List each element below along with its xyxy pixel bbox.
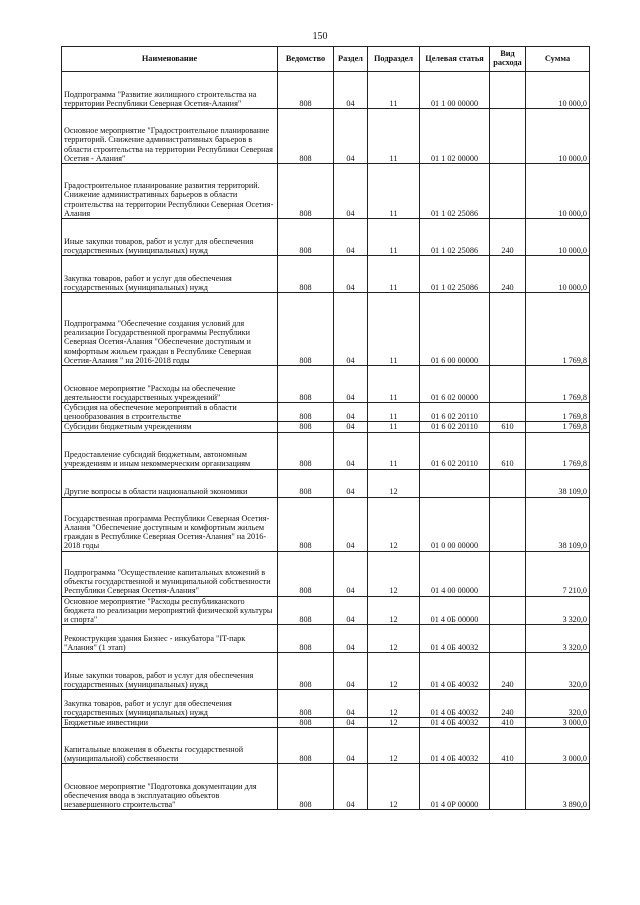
row-subsection: 11 [368, 366, 420, 403]
row-section: 04 [334, 551, 368, 596]
row-section: 04 [334, 469, 368, 497]
row-subsection: 12 [368, 728, 420, 764]
table-row [62, 596, 590, 625]
row-subsection: 12 [368, 764, 420, 810]
row-name: Иные закупки товаров, работ и услуг для обеспечения государственных (муниципальных) нужд [62, 219, 278, 256]
row-target-article: 01 1 00 00000 [420, 72, 490, 109]
row-section: 04 [334, 432, 368, 469]
row-subsection: 11 [368, 219, 420, 256]
row-name: Основное мероприятие "Подготовка документации для обеспечения ввода в эксплуатацию объектов незавершенного строительства" [62, 764, 278, 810]
row-target-article: 01 6 02 20110 [420, 432, 490, 469]
header-section: Раздел [334, 47, 368, 72]
table-row [62, 551, 590, 596]
row-section: 04 [334, 764, 368, 810]
row-name: Основное мероприятие "Градостроительное планирование территорий. Снижение административных барьеров в области строительства на территории Республики Северная Осетия - Алания" [62, 109, 278, 164]
row-ministry: 808 [278, 422, 334, 432]
row-expense-type: 240 [490, 219, 526, 256]
row-ministry: 808 [278, 497, 334, 551]
row-sum: 320,0 [526, 653, 590, 690]
row-name: Капитальные вложения в объекты государственной (муниципальной) собственности [62, 728, 278, 764]
row-name: Государственная программа Республики Северная Осетия-Алания "Обеспечение доступным и комфортным жильем граждан в Республике Северная Осетия-Алания" на 2016-2018 годы [62, 497, 278, 551]
row-name: Закупка товаров, работ и услуг для обеспечения государственных (муниципальных) нужд [62, 256, 278, 293]
row-section: 04 [334, 596, 368, 625]
page-number: 150 [312, 31, 328, 42]
row-subsection: 11 [368, 256, 420, 293]
row-sum: 38 109,0 [526, 497, 590, 551]
row-sum: 7 210,0 [526, 551, 590, 596]
header-ministry: Ведомство [278, 47, 334, 72]
row-expense-type [490, 366, 526, 403]
row-ministry: 808 [278, 366, 334, 403]
row-sum: 10 000,0 [526, 109, 590, 164]
row-section: 04 [334, 718, 368, 728]
row-expense-type [490, 164, 526, 219]
table-row [62, 432, 590, 469]
row-subsection: 11 [368, 109, 420, 164]
row-ministry: 808 [278, 403, 334, 422]
table-row [62, 469, 590, 497]
table-row [62, 164, 590, 219]
row-ministry: 808 [278, 764, 334, 810]
row-name: Градостроительное планирование развития территорий. Снижение административных барьеров в области строительства на территории Республики Северная Осетия-Алания [62, 164, 278, 219]
row-target-article: 01 6 02 20110 [420, 403, 490, 422]
table-row [62, 109, 590, 164]
row-ministry: 808 [278, 72, 334, 109]
row-section: 04 [334, 728, 368, 764]
row-target-article: 01 0 00 00000 [420, 497, 490, 551]
row-target-article: 01 4 0Б 40032 [420, 625, 490, 653]
row-section: 04 [334, 293, 368, 366]
row-sum: 3 320,0 [526, 625, 590, 653]
row-sum: 1 769,8 [526, 422, 590, 432]
row-expense-type: 240 [490, 256, 526, 293]
row-section: 04 [334, 690, 368, 718]
row-ministry: 808 [278, 469, 334, 497]
row-ministry: 808 [278, 551, 334, 596]
row-ministry: 808 [278, 293, 334, 366]
table-row [62, 293, 590, 366]
row-sum: 1 769,8 [526, 432, 590, 469]
row-expense-type [490, 497, 526, 551]
row-expense-type [490, 293, 526, 366]
row-subsection: 11 [368, 422, 420, 432]
row-name: Субсидия на обеспечение мероприятий в области ценообразования в строительстве [62, 403, 278, 422]
row-section: 04 [334, 72, 368, 109]
row-ministry: 808 [278, 690, 334, 718]
table-row [62, 653, 590, 690]
row-subsection: 12 [368, 551, 420, 596]
row-sum: 10 000,0 [526, 164, 590, 219]
row-ministry: 808 [278, 164, 334, 219]
row-subsection: 12 [368, 469, 420, 497]
row-ministry: 808 [278, 718, 334, 728]
table-row [62, 72, 590, 109]
row-subsection: 11 [368, 72, 420, 109]
table-row [62, 497, 590, 551]
row-expense-type [490, 469, 526, 497]
row-expense-type: 610 [490, 422, 526, 432]
row-sum: 3 000,0 [526, 718, 590, 728]
row-sum: 1 769,8 [526, 293, 590, 366]
table-row [62, 728, 590, 764]
table-header-row [62, 47, 590, 72]
row-sum: 3 000,0 [526, 728, 590, 764]
row-target-article: 01 1 02 25086 [420, 219, 490, 256]
row-name: Предоставление субсидий бюджетным, автономным учреждениям и иным некоммерческим организациям [62, 432, 278, 469]
table-row [62, 422, 590, 432]
row-name: Основное мероприятие "Расходы республиканского бюджета по реализации мероприятий физической культуры и спорта" [62, 596, 278, 625]
row-section: 04 [334, 164, 368, 219]
row-expense-type: 410 [490, 728, 526, 764]
row-expense-type [490, 109, 526, 164]
row-target-article: 01 1 02 25086 [420, 256, 490, 293]
row-target-article: 01 4 0Б 40032 [420, 718, 490, 728]
row-ministry: 808 [278, 653, 334, 690]
row-target-article [420, 469, 490, 497]
row-section: 04 [334, 109, 368, 164]
row-expense-type [490, 72, 526, 109]
row-ministry: 808 [278, 728, 334, 764]
row-section: 04 [334, 497, 368, 551]
row-section: 04 [334, 219, 368, 256]
table-row [62, 366, 590, 403]
row-name: Субсидии бюджетным учреждениям [62, 422, 278, 432]
row-expense-type: 410 [490, 718, 526, 728]
table-row [62, 219, 590, 256]
row-target-article: 01 1 02 00000 [420, 109, 490, 164]
row-expense-type [490, 625, 526, 653]
row-section: 04 [334, 403, 368, 422]
row-ministry: 808 [278, 219, 334, 256]
row-target-article: 01 6 00 00000 [420, 293, 490, 366]
row-ministry: 808 [278, 625, 334, 653]
row-section: 04 [334, 653, 368, 690]
row-subsection: 12 [368, 497, 420, 551]
row-sum: 38 109,0 [526, 469, 590, 497]
row-ministry: 808 [278, 256, 334, 293]
table-row [62, 403, 590, 422]
row-section: 04 [334, 422, 368, 432]
row-name: Реконструкция здания Бизнес - инкубатора "IT-парк "Алания" (1 этап) [62, 625, 278, 653]
row-target-article: 01 4 0Б 40032 [420, 728, 490, 764]
row-target-article: 01 6 02 00000 [420, 366, 490, 403]
row-target-article: 01 4 00 00000 [420, 551, 490, 596]
row-sum: 320,0 [526, 690, 590, 718]
row-expense-type [490, 764, 526, 810]
row-ministry: 808 [278, 596, 334, 625]
row-ministry: 808 [278, 432, 334, 469]
row-name: Подпрограмма "Развитие жилищного строительства на территории Республики Северная Осетия-Алания" [62, 72, 278, 109]
row-name: Другие вопросы в области национальной экономики [62, 469, 278, 497]
row-subsection: 12 [368, 653, 420, 690]
row-sum: 10 000,0 [526, 72, 590, 109]
row-subsection: 11 [368, 432, 420, 469]
row-expense-type: 240 [490, 653, 526, 690]
row-name: Основное мероприятие "Расходы на обеспечение деятельности государственных учреждений" [62, 366, 278, 403]
table-row [62, 256, 590, 293]
table-row [62, 690, 590, 718]
row-name: Иные закупки товаров, работ и услуг для обеспечения государственных (муниципальных) нужд [62, 653, 278, 690]
row-subsection: 12 [368, 690, 420, 718]
row-section: 04 [334, 256, 368, 293]
row-section: 04 [334, 625, 368, 653]
row-sum: 1 769,8 [526, 403, 590, 422]
row-name: Закупка товаров, работ и услуг для обеспечения государственных (муниципальных) нужд [62, 690, 278, 718]
row-target-article: 01 4 0Б 40032 [420, 690, 490, 718]
row-target-article: 01 4 0Б 40032 [420, 653, 490, 690]
row-subsection: 12 [368, 625, 420, 653]
row-expense-type: 610 [490, 432, 526, 469]
table-row [62, 764, 590, 810]
row-subsection: 12 [368, 596, 420, 625]
row-target-article: 01 4 0Р 00000 [420, 764, 490, 810]
table-row [62, 718, 590, 728]
header-target-article: Целевая статья [420, 47, 490, 72]
header-expense-type: Вид расхода [490, 47, 526, 72]
row-target-article: 01 6 02 20110 [420, 422, 490, 432]
row-name: Подпрограмма "Осуществление капитальных вложений в объекты государственной и муниципальной собственности Республики Северная Осетия-Алания" [62, 551, 278, 596]
row-sum: 10 000,0 [526, 219, 590, 256]
row-subsection: 11 [368, 293, 420, 366]
row-subsection: 11 [368, 164, 420, 219]
header-sum: Сумма [526, 47, 590, 72]
row-name: Бюджетные инвестиции [62, 718, 278, 728]
row-expense-type [490, 403, 526, 422]
row-sum: 1 769,8 [526, 366, 590, 403]
header-name: Наименование [62, 47, 278, 72]
row-name: Подпрограмма "Обеспечение создания условий для реализации Государственной программы Республики Северная Осетия-Алания "Обеспечение доступным и комфортным жильем граждан в Республике Северная Осетия-Алания " на 2016-2018 годы [62, 293, 278, 366]
row-sum: 3 890,0 [526, 764, 590, 810]
header-subsection: Подраздел [368, 47, 420, 72]
row-sum: 3 320,0 [526, 596, 590, 625]
row-subsection: 11 [368, 403, 420, 422]
row-sum: 10 000,0 [526, 256, 590, 293]
row-target-article: 01 4 0Б 00000 [420, 596, 490, 625]
budget-table [61, 46, 590, 810]
row-expense-type: 240 [490, 690, 526, 718]
row-ministry: 808 [278, 109, 334, 164]
row-expense-type [490, 596, 526, 625]
row-subsection: 12 [368, 718, 420, 728]
row-expense-type [490, 551, 526, 596]
row-section: 04 [334, 366, 368, 403]
row-target-article: 01 1 02 25086 [420, 164, 490, 219]
table-row [62, 625, 590, 653]
